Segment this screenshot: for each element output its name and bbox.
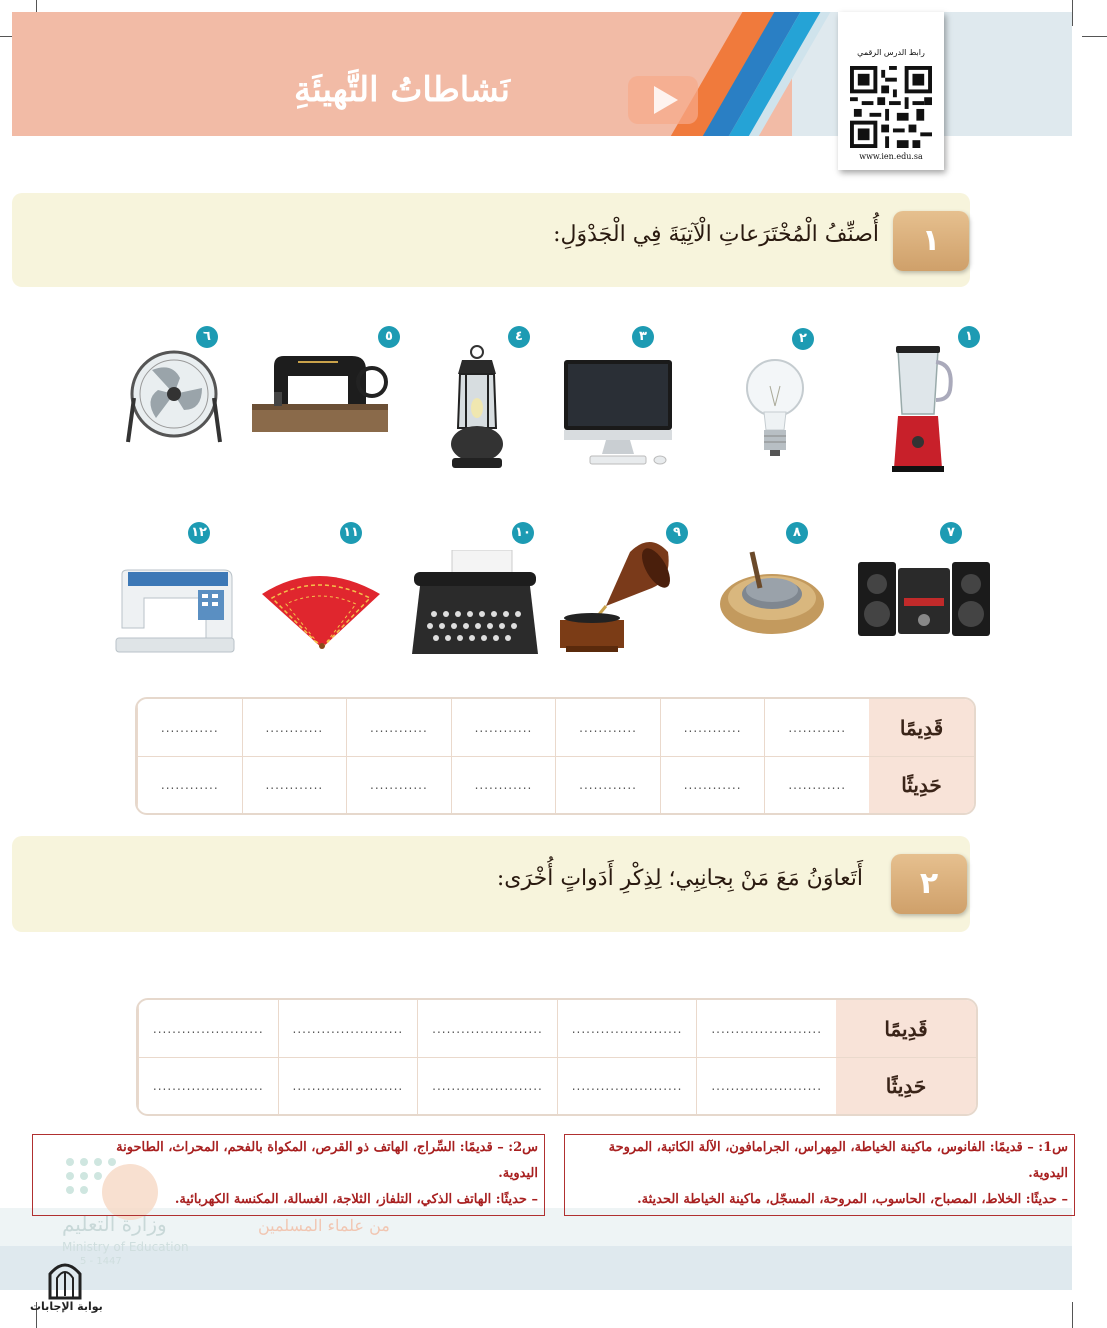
- crop-mark: [1082, 36, 1107, 37]
- table-cell[interactable]: ............: [660, 756, 765, 813]
- play-icon: [622, 70, 702, 130]
- answer-box-1: [564, 1134, 1075, 1216]
- table-cell[interactable]: ............: [137, 756, 242, 813]
- table-cell[interactable]: .......................: [138, 1000, 278, 1057]
- answer-box-2: [32, 1134, 545, 1216]
- item-1: [860, 324, 990, 474]
- answer-1-line-1: س1: – قديمًا: الفانوس، ماكينة الخياطة، المِهراس، الجرامافون، الآلة الكاتبة، المروحة: [608, 1140, 1068, 1155]
- table-cell[interactable]: ............: [764, 699, 869, 756]
- table-cell[interactable]: .......................: [138, 1057, 278, 1114]
- row-header-new: حَدِيثًا: [836, 1057, 976, 1114]
- table-cell[interactable]: ............: [451, 699, 556, 756]
- item-11: [252, 520, 382, 670]
- page-title: نَشاطاتُ التَّهيئَةِ: [294, 70, 510, 110]
- item-6: [120, 324, 250, 474]
- item-number: ٧: [940, 522, 962, 544]
- table-cell[interactable]: .......................: [696, 1000, 836, 1057]
- gateway-label[interactable]: بوابة الإجابات: [30, 1300, 103, 1313]
- item-7: [856, 520, 986, 670]
- table-cell[interactable]: ............: [451, 756, 556, 813]
- item-3: [560, 324, 690, 474]
- question-2-number: ٢: [891, 854, 967, 914]
- answer-1-line-2: اليدوية.: [1028, 1166, 1068, 1181]
- qr-code-icon[interactable]: [850, 66, 932, 148]
- lantern-icon: [442, 344, 512, 484]
- fan-icon: [124, 348, 228, 448]
- answer-1-line-3: – حديثًا: الخلاط، المصباح، الحاسوب، المروحة، المسجّل، ماكينة الخياطة الحديثة.: [637, 1192, 1068, 1207]
- row-header-old: قَدِيمًا: [869, 699, 974, 756]
- gramophone-icon: [560, 534, 676, 654]
- item-number: ٦: [196, 326, 218, 348]
- table-cell[interactable]: .......................: [557, 1000, 697, 1057]
- table-cell[interactable]: ............: [346, 756, 451, 813]
- item-number: ١٠: [512, 522, 534, 544]
- item-number: ٥: [378, 326, 400, 348]
- item-number: ٩: [666, 522, 688, 544]
- ministry-name-arabic: وزارة التعليم: [62, 1212, 167, 1236]
- item-5: [248, 324, 393, 474]
- item-number: ٨: [786, 522, 808, 544]
- answer-2-line-1: س2: – قديمًا: السِّراج، الهاتف ذو القرص، المكواة بالفحم، المحراث، الطاحونة: [116, 1140, 538, 1155]
- old-sewing-machine-icon: [248, 348, 393, 438]
- table-cell[interactable]: ............: [555, 699, 660, 756]
- table-cell[interactable]: .......................: [696, 1057, 836, 1114]
- table-cell[interactable]: .......................: [417, 1000, 557, 1057]
- computer-icon: [562, 358, 678, 472]
- ministry-name-english: Ministry of Education: [62, 1240, 189, 1254]
- item-number: ٢: [792, 328, 814, 350]
- crop-mark: [1072, 1302, 1073, 1328]
- item-2: [730, 324, 860, 474]
- item-12: [112, 520, 242, 670]
- table-cell[interactable]: ............: [137, 699, 242, 756]
- item-number: ٣: [632, 326, 654, 348]
- row-header-new: حَدِيثًا: [869, 756, 974, 813]
- table-cell[interactable]: ............: [764, 756, 869, 813]
- item-4: [430, 324, 560, 474]
- item-number: ١٢: [188, 522, 210, 544]
- stereo-icon: [856, 558, 992, 642]
- item-8: [716, 520, 846, 670]
- answer-2-line-2: اليدوية.: [498, 1166, 538, 1181]
- question-1-text: أُصنِّفُ الْمُخْتَرَعاتِ الْآتِيَةَ فِي الْجَدْوَلِ:: [553, 222, 879, 247]
- item-number: ١: [958, 326, 980, 348]
- item-10: [404, 520, 534, 670]
- item-number: ٤: [508, 326, 530, 348]
- gateway-logo-icon[interactable]: [44, 1256, 86, 1300]
- table-cell[interactable]: .......................: [278, 1057, 418, 1114]
- item-number: ١١: [340, 522, 362, 544]
- answer-2-line-3: – حديثًا: الهاتف الذكي، التلفاز، الثلاجة، الغسالة، المكنسة الكهربائية.: [174, 1192, 538, 1207]
- question-1-number: ١: [893, 211, 969, 271]
- row-header-old: قَدِيمًا: [836, 1000, 976, 1057]
- table-cell[interactable]: .......................: [417, 1057, 557, 1114]
- table-cell[interactable]: ............: [242, 756, 347, 813]
- table-cell[interactable]: .......................: [557, 1057, 697, 1114]
- edition-year: 5 - 1447: [80, 1256, 122, 1267]
- scholars-caption: من علماء المسلمين: [258, 1216, 390, 1235]
- blender-icon: [878, 344, 958, 474]
- qr-url[interactable]: www.ien.edu.sa: [859, 152, 923, 161]
- classification-table: [135, 697, 976, 815]
- table-cell[interactable]: .......................: [278, 1000, 418, 1057]
- qr-card[interactable]: [838, 12, 944, 170]
- table-cell[interactable]: ............: [660, 699, 765, 756]
- typewriter-icon: [404, 550, 544, 660]
- table-cell[interactable]: ............: [555, 756, 660, 813]
- modern-sewing-machine-icon: [114, 568, 236, 658]
- question-2-text: أَتَعاوَنُ مَعَ مَنْ بِجانِبِي؛ لِذِكْرِ أَدَواتٍ أُخْرَى:: [496, 866, 863, 891]
- table-cell[interactable]: ............: [242, 699, 347, 756]
- hand-mill-icon: [718, 546, 826, 640]
- item-9: [556, 520, 686, 670]
- hand-fan-icon: [258, 568, 384, 652]
- table-cell[interactable]: ............: [346, 699, 451, 756]
- crop-mark: [1072, 0, 1073, 26]
- qr-label: رابط الدرس الرقمي: [857, 48, 925, 57]
- light-bulb-icon: [742, 356, 812, 466]
- other-tools-table: [136, 998, 978, 1116]
